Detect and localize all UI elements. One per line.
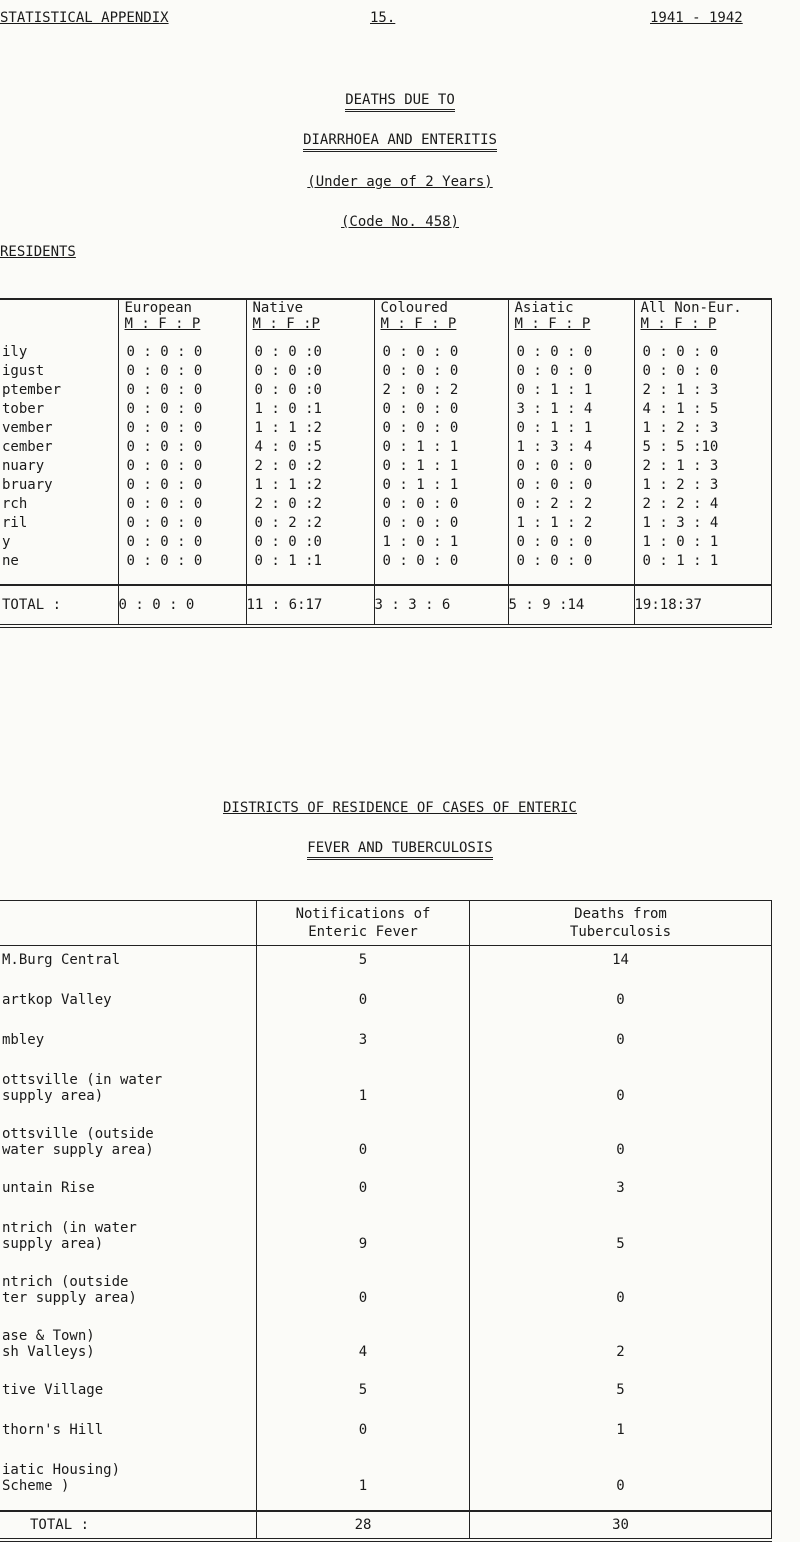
count-cell: 1 : 2 : 3 xyxy=(634,418,772,437)
count-cell: 0 : 0 : 0 xyxy=(508,475,634,494)
district-name-line: ottsville (in water xyxy=(2,1072,163,1088)
district-name-line: artkop Valley xyxy=(2,992,112,1008)
month-row xyxy=(0,334,772,361)
month-label: igust xyxy=(2,362,45,379)
district-name-line: mbley xyxy=(2,1032,45,1048)
asiatic-header: Asiatic M : F : P xyxy=(508,299,634,334)
count-cell: 0 : 0 : 0 xyxy=(374,334,508,361)
count-cell: 1 : 0 : 1 xyxy=(634,532,772,551)
count-cell: 1 : 1 :2 xyxy=(246,418,374,437)
district-name-line: tive Village xyxy=(2,1382,104,1398)
count-cell: 5 : 5 :10 xyxy=(634,437,772,456)
count-cell: 0 : 2 :2 xyxy=(246,513,374,532)
district-name-line: sh Valleys) xyxy=(2,1344,95,1360)
district-name xyxy=(0,1322,257,1376)
total-enteric: 28 xyxy=(257,1511,470,1540)
page-header xyxy=(0,6,800,32)
month-row xyxy=(0,551,772,585)
total-european: 0 : 0 : 0 xyxy=(118,585,246,626)
enteric-count: 4 xyxy=(257,1322,470,1376)
district-name-line: ter supply area) xyxy=(2,1290,137,1306)
district-name xyxy=(0,1066,257,1120)
count-cell: 0 : 0 : 0 xyxy=(118,380,246,399)
month-row xyxy=(0,456,772,475)
district-row xyxy=(0,1214,772,1268)
total-label: TOTAL : xyxy=(0,585,118,626)
month-label: bruary xyxy=(2,476,53,493)
count-cell: 2 : 1 : 3 xyxy=(634,456,772,475)
month-row xyxy=(0,532,772,551)
month-row xyxy=(0,475,772,494)
count-cell: 2 : 0 :2 xyxy=(246,456,374,475)
district-name xyxy=(0,1456,257,1511)
enteric-count: 1 xyxy=(257,1066,470,1120)
district-row xyxy=(0,1026,772,1066)
tb-count: 5 xyxy=(470,1214,772,1268)
district-name-line: untain Rise xyxy=(2,1180,95,1196)
month-label: cember xyxy=(2,438,53,455)
district-row xyxy=(0,1066,772,1120)
district-name-line: ntrich (in water xyxy=(2,1220,137,1236)
district-name-line: supply area) xyxy=(2,1088,104,1104)
enteric-header: Notifications of Enteric Fever xyxy=(257,901,470,946)
month-row xyxy=(0,361,772,380)
count-cell: 0 : 2 : 2 xyxy=(508,494,634,513)
count-cell: 0 : 0 : 0 xyxy=(374,399,508,418)
count-cell: 0 : 0 :0 xyxy=(246,380,374,399)
month-row xyxy=(0,399,772,418)
tb-count: 0 xyxy=(470,1120,772,1174)
districts-total-label: TOTAL : xyxy=(0,1511,257,1540)
count-cell: 2 : 2 : 4 xyxy=(634,494,772,513)
count-cell: 1 : 0 : 1 xyxy=(374,532,508,551)
district-row xyxy=(0,946,772,987)
district-name-line: ottsville (outside xyxy=(2,1126,154,1142)
count-cell: 1 : 1 : 2 xyxy=(508,513,634,532)
districts-table xyxy=(0,900,772,1542)
district-name-line: water supply area) xyxy=(2,1142,154,1158)
month-label: nuary xyxy=(2,457,45,474)
count-cell: 3 : 1 : 4 xyxy=(508,399,634,418)
count-cell: 0 : 0 : 0 xyxy=(508,551,634,585)
count-cell: 1 : 3 : 4 xyxy=(634,513,772,532)
count-cell: 0 : 0 :0 xyxy=(246,361,374,380)
district-name xyxy=(0,1120,257,1174)
count-cell: 0 : 1 : 1 xyxy=(374,456,508,475)
month-row xyxy=(0,513,772,532)
enteric-count: 0 xyxy=(257,1174,470,1214)
enteric-count: 0 xyxy=(257,986,470,1026)
european-header: European M : F : P xyxy=(118,299,246,334)
title-deaths-due-to: DEATHS DUE TO xyxy=(0,92,800,108)
month-label: ne xyxy=(2,552,19,569)
total-coloured: 3 : 3 : 6 xyxy=(374,585,508,626)
tb-count: 0 xyxy=(470,986,772,1026)
enteric-count: 9 xyxy=(257,1214,470,1268)
month-row xyxy=(0,494,772,513)
district-name xyxy=(0,1376,257,1416)
district-row xyxy=(0,1376,772,1416)
month-label: ril xyxy=(2,514,28,531)
month-row xyxy=(0,380,772,399)
count-cell: 0 : 0 : 0 xyxy=(118,513,246,532)
tb-count: 1 xyxy=(470,1416,772,1456)
enteric-count: 1 xyxy=(257,1456,470,1511)
count-cell: 4 : 0 :5 xyxy=(246,437,374,456)
tb-count: 5 xyxy=(470,1376,772,1416)
district-name-line: iatic Housing) xyxy=(2,1462,121,1478)
month-label: vember xyxy=(2,419,53,436)
count-cell: 0 : 1 :1 xyxy=(246,551,374,585)
tb-count: 14 xyxy=(470,946,772,987)
district-row xyxy=(0,1322,772,1376)
count-cell: 2 : 0 : 2 xyxy=(374,380,508,399)
count-cell: 1 : 0 :1 xyxy=(246,399,374,418)
count-cell: 0 : 0 : 0 xyxy=(634,334,772,361)
district-row xyxy=(0,1268,772,1322)
district-name-line: ase & Town) xyxy=(2,1328,95,1344)
district-name-line: M.Burg Central xyxy=(2,952,121,968)
count-cell: 0 : 0 : 0 xyxy=(118,532,246,551)
appendix-label: STATISTICAL APPENDIX xyxy=(0,10,169,26)
total-non-european: 19:18:37 xyxy=(634,585,772,626)
count-cell: 1 : 2 : 3 xyxy=(634,475,772,494)
count-cell: 0 : 0 : 0 xyxy=(118,475,246,494)
district-row xyxy=(0,986,772,1026)
count-cell: 0 : 0 : 0 xyxy=(508,334,634,361)
month-label: ptember xyxy=(2,381,62,398)
month-row xyxy=(0,437,772,456)
month-label: rch xyxy=(2,495,28,512)
native-header: Native M : F :P xyxy=(246,299,374,334)
coloured-header: Coloured M : F : P xyxy=(374,299,508,334)
enteric-count: 0 xyxy=(257,1416,470,1456)
district-name xyxy=(0,1268,257,1322)
district-name-line: supply area) xyxy=(2,1236,104,1252)
month-label: y xyxy=(2,533,11,550)
title-age: (Under age of 2 Years) xyxy=(307,174,493,190)
count-cell: 2 : 0 :2 xyxy=(246,494,374,513)
district-name xyxy=(0,1416,257,1456)
enteric-count: 0 xyxy=(257,1268,470,1322)
count-cell: 0 : 0 : 0 xyxy=(508,361,634,380)
count-cell: 0 : 0 : 0 xyxy=(508,532,634,551)
count-cell: 0 : 0 : 0 xyxy=(374,361,508,380)
tb-count: 3 xyxy=(470,1174,772,1214)
count-cell: 0 : 0 :0 xyxy=(246,532,374,551)
count-cell: 0 : 0 : 0 xyxy=(374,418,508,437)
count-cell: 4 : 1 : 5 xyxy=(634,399,772,418)
enteric-count: 3 xyxy=(257,1026,470,1066)
count-cell: 0 : 0 : 0 xyxy=(118,399,246,418)
district-header xyxy=(0,901,257,946)
title-districts: DISTRICTS OF RESIDENCE OF CASES OF ENTERIC xyxy=(222,800,577,816)
count-cell: 0 : 1 : 1 xyxy=(374,437,508,456)
district-row xyxy=(0,1456,772,1511)
count-cell: 0 : 0 : 0 xyxy=(118,418,246,437)
tb-count: 0 xyxy=(470,1066,772,1120)
count-cell: 0 : 0 : 0 xyxy=(374,494,508,513)
total-row xyxy=(0,585,772,626)
district-name xyxy=(0,946,257,987)
enteric-count: 5 xyxy=(257,1376,470,1416)
district-name xyxy=(0,986,257,1026)
district-name xyxy=(0,1214,257,1268)
count-cell: 0 : 0 : 0 xyxy=(118,456,246,475)
total-asiatic: 5 : 9 :14 xyxy=(508,585,634,626)
count-cell: 2 : 1 : 3 xyxy=(634,380,772,399)
count-cell: 0 : 0 : 0 xyxy=(118,494,246,513)
tb-count: 0 xyxy=(470,1268,772,1322)
district-name xyxy=(0,1174,257,1214)
year-range: 1941 - 1942 xyxy=(650,10,743,26)
tb-count: 0 xyxy=(470,1026,772,1066)
month-label: ily xyxy=(2,343,28,360)
district-row xyxy=(0,1120,772,1174)
count-cell: 0 : 0 : 0 xyxy=(118,437,246,456)
count-cell: 0 : 1 : 1 xyxy=(374,475,508,494)
count-cell: 0 : 1 : 1 xyxy=(508,418,634,437)
districts-total-row xyxy=(0,1511,772,1540)
count-cell: 0 : 0 : 0 xyxy=(374,551,508,585)
district-row xyxy=(0,1174,772,1214)
tb-header: Deaths from Tuberculosis xyxy=(470,901,772,946)
count-cell: 0 : 1 : 1 xyxy=(634,551,772,585)
district-row xyxy=(0,1416,772,1456)
district-name xyxy=(0,1026,257,1066)
enteric-count: 0 xyxy=(257,1120,470,1174)
residents-label: RESIDENTS xyxy=(0,244,76,260)
count-cell: 1 : 1 :2 xyxy=(246,475,374,494)
count-cell: 0 : 0 : 0 xyxy=(374,513,508,532)
month-header xyxy=(0,299,118,334)
non-european-header: All Non-Eur. M : F : P xyxy=(634,299,772,334)
month-row xyxy=(0,418,772,437)
month-label: tober xyxy=(2,400,45,417)
district-name-line: thorn's Hill xyxy=(2,1422,104,1438)
title-diarrhoea: DIARRHOEA AND ENTERITIS xyxy=(0,132,800,148)
count-cell: 0 : 0 : 0 xyxy=(508,456,634,475)
count-cell: 1 : 3 : 4 xyxy=(508,437,634,456)
total-tb: 30 xyxy=(470,1511,772,1540)
count-cell: 0 : 0 : 0 xyxy=(634,361,772,380)
enteric-count: 5 xyxy=(257,946,470,987)
count-cell: 0 : 0 : 0 xyxy=(118,334,246,361)
count-cell: 0 : 0 : 0 xyxy=(118,361,246,380)
tb-count: 0 xyxy=(470,1456,772,1511)
total-native: 11 : 6:17 xyxy=(246,585,374,626)
tb-count: 2 xyxy=(470,1322,772,1376)
count-cell: 0 : 1 : 1 xyxy=(508,380,634,399)
count-cell: 0 : 0 :0 xyxy=(246,334,374,361)
district-name-line: ntrich (outside xyxy=(2,1274,129,1290)
district-name-line: Scheme ) xyxy=(2,1478,70,1494)
count-cell: 0 : 0 : 0 xyxy=(118,551,246,585)
diarrhoea-table xyxy=(0,298,772,628)
title-code: (Code No. 458) xyxy=(340,214,459,230)
title-fever-tb: FEVER AND TUBERCULOSIS xyxy=(0,840,800,856)
page-number: 15. xyxy=(370,10,396,26)
